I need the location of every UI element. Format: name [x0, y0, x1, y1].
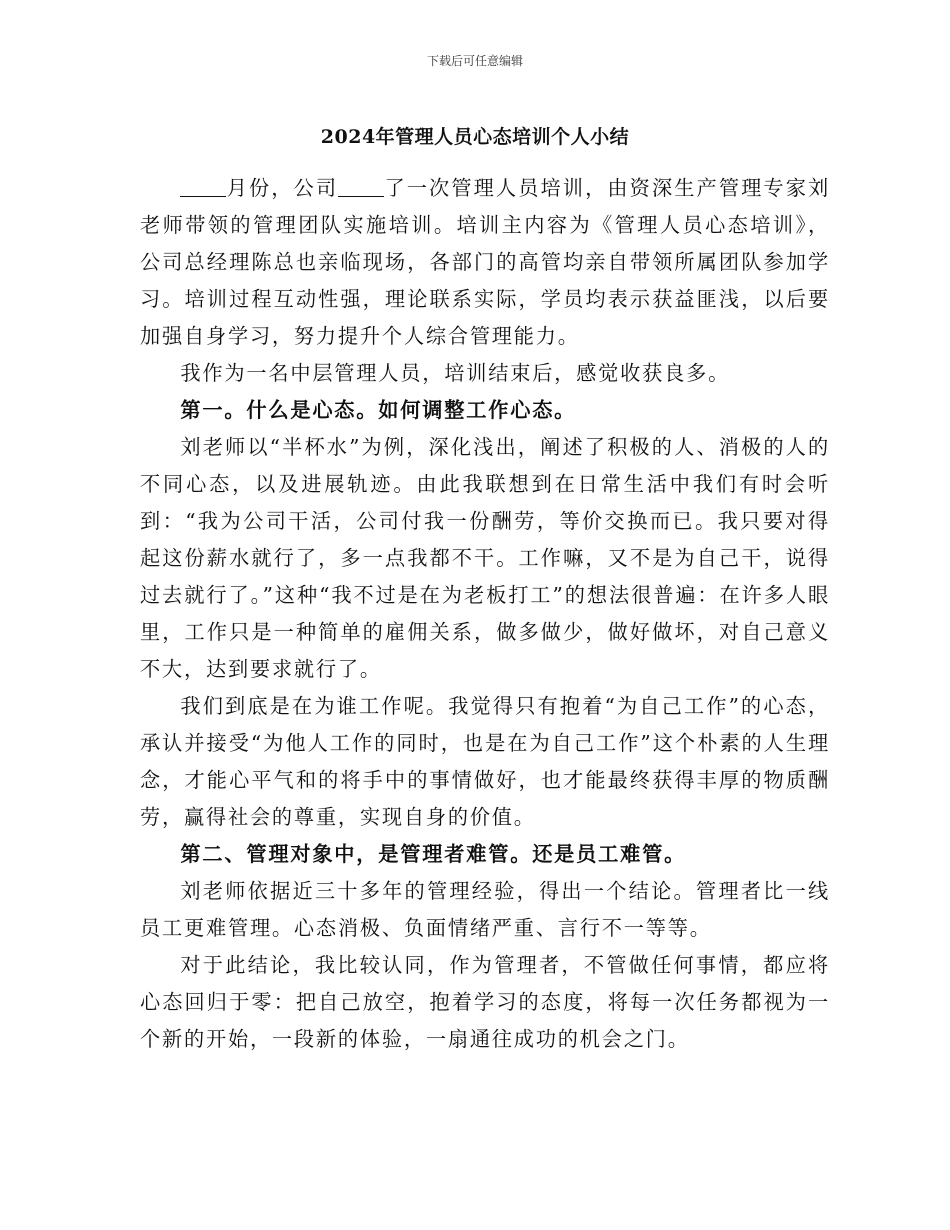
paragraph: 我作为一名中层管理人员，培训结束后，感觉收获良多。	[180, 361, 731, 385]
intro-text-part2: 了一次管理人员培训，由资深生产管理专家刘老师带领的管理团队实施培训。培训主内容为《管理人员心态培训》，公司总经理陈总也亲临现场，各部门的高管均亲自带领所属团队参加学习。培训过程互动性强，理论联系实际，学员均表示获益匪浅，以后要加强自身学习，努力提升个人综合管理能力。	[140, 176, 830, 348]
section-heading-1: 第一。什么是心态。如何调整工作心态。	[180, 398, 577, 422]
paragraph: 对于此结论，我比较认同，作为管理者，不管做任何事情，都应将心态回归于零：把自己放空，抱着学习的态度，将每一次任务都视为一个新的开始，一段新的体验，一扇通往成功的机会之门。	[140, 953, 830, 1051]
header-note: 下载后可任意编辑	[426, 54, 523, 68]
paragraph: 我们到底是在为谁工作呢。我觉得只有抱着“为自己工作”的心态，承认并接受“为他人工作的同时，也是在为自己工作”这个朴素的人生理念，才能心平气和的将手中的事情做好，也才能最终获得丰厚的物质酬劳，赢得社会的尊重，实现自身的价值。	[140, 694, 830, 829]
blank-line	[338, 176, 384, 197]
paragraph: 刘老师以“半杯水”为例，深化浅出，阐述了积极的人、消极的人的不同心态，以及进展轨迹。由此我联想到在日常生活中我们有时会听到：“我为公司干活，公司付我一份酬劳，等价交换而已。我只要对得起这份薪水就行了，多一点我都不干。工作嘛，又不是为自己干，说得过去就行了。”这种“我不过是在为老板打工”的想法很普遍：在许多人眼里，工作只是一种简单的雇佣关系，做多做少，做好做坏，对自己意义不大，达到要求就行了。	[140, 435, 830, 681]
document-title: 2024年管理人员心态培训个人小结	[320, 126, 630, 148]
document-body	[140, 170, 830, 1058]
paragraph: 刘老师依据近三十多年的管理经验，得出一个结论。管理者比一线员工更难管理。心态消极、负面情绪严重、言行不一等等。	[140, 879, 830, 940]
blank-line	[180, 176, 226, 197]
intro-text-part1: 月份，公司	[226, 176, 339, 200]
section-heading-2: 第二、管理对象中，是管理者难管。还是员工难管。	[180, 842, 687, 866]
paragraph-intro	[140, 170, 830, 355]
